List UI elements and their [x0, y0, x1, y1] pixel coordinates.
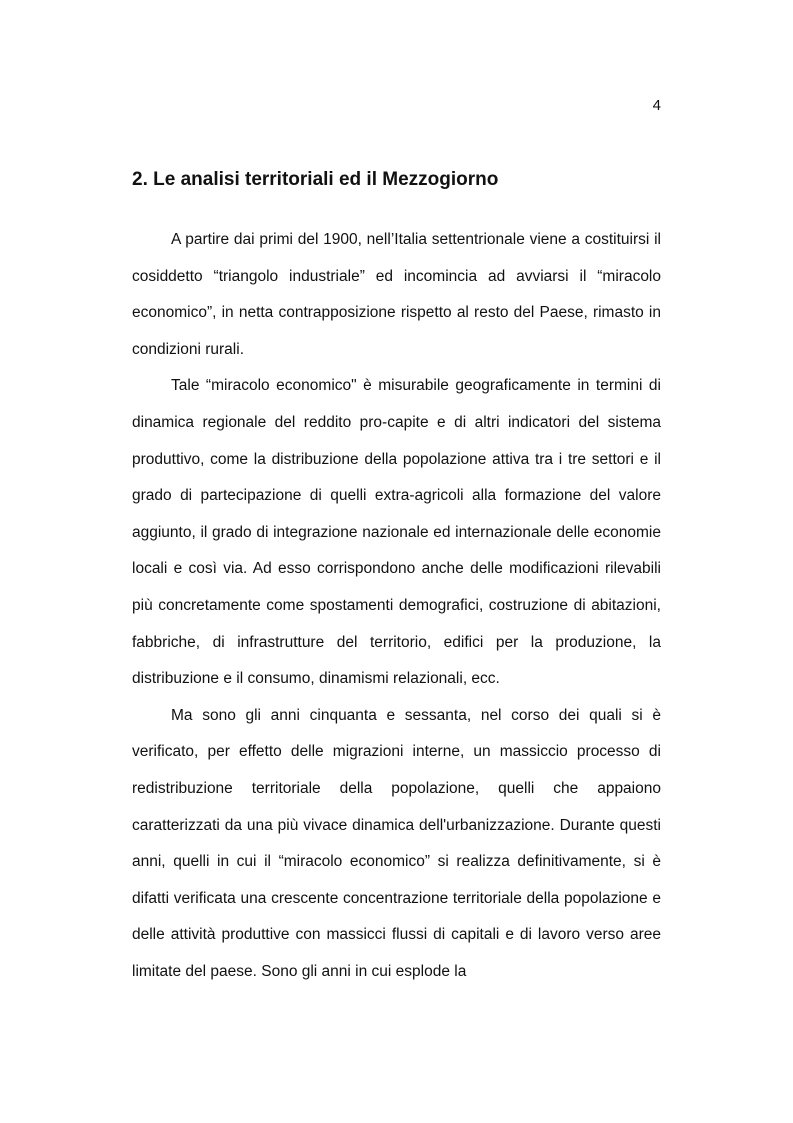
body-text: [132, 222, 661, 990]
section-title: 2. Le analisi territoriali ed il Mezzogiorno: [132, 169, 499, 190]
paragraph: Tale “miracolo economico" è misurabile geograficamente in termini di dinamica regionale del reddito pro-capite e di altri indicatori del sistema produttivo, come la distribuzione della popolazione attiva tra i tre settori e il grado di partecipazione di quelli extra-agricoli alla formazione del valore aggiunto, il grado di integrazione nazionale ed internazionale delle economie locali e così via. Ad esso corrispondono anche delle modificazioni rilevabili più concretamente come spostamenti demografici, costruzione di abitazioni, fabbriche, di infrastrutture del territorio, edifici per la produzione, la distribuzione e il consumo, dinamismi relazionali, ecc.: [132, 377, 661, 688]
paragraph: A partire dai primi del 1900, nell’Italia settentrionale viene a costituirsi il cosiddetto “triangolo industriale” ed incomincia ad avviarsi il “miracolo economico”, in netta contrapposizione rispetto al resto del Paese, rimasto in condizioni rurali.: [132, 231, 661, 358]
paragraph: Ma sono gli anni cinquanta e sessanta, nel corso dei quali si è verificato, per effetto delle migrazioni interne, un massiccio processo di redistribuzione territoriale della popolazione, quelli che appaiono caratterizzati da una più vivace dinamica dell'urbanizzazione. Durante questi anni, quelli in cui il “miracolo economico” si realizza definitivamente, si è difatti verificata una crescente concentrazione territoriale della popolazione e delle attività produttive con massicci flussi di capitali e di lavoro verso aree limitate del paese. Sono gli anni in cui esplode la: [132, 706, 661, 980]
page-number: 4: [652, 97, 661, 114]
